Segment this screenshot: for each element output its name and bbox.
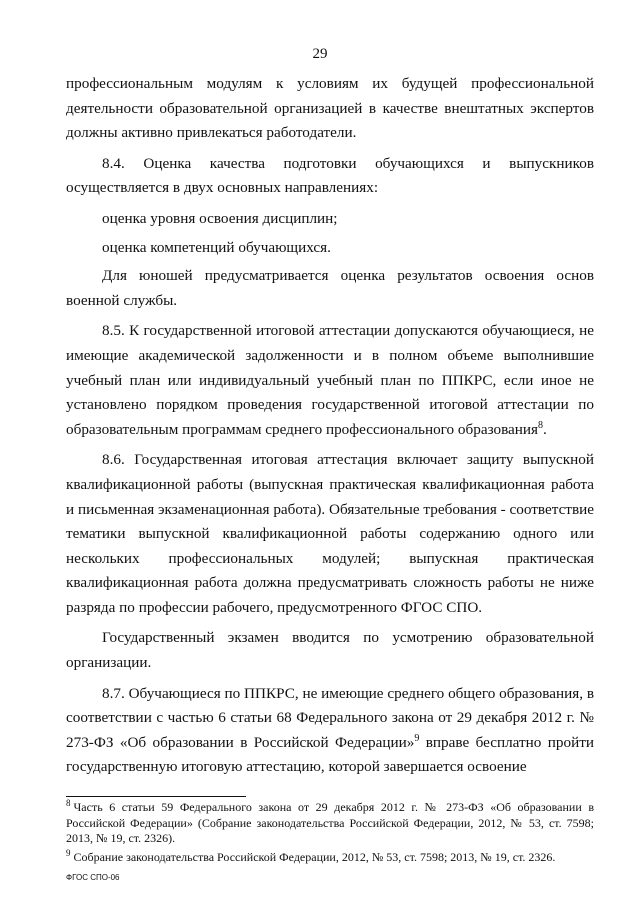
paragraph-8-6: 8.6. Государственная итоговая аттестация включает защиту выпускной квалификационной работы (выпускная практическая квалификационная работа и письменная экзаменационная работа). Обязательные требования - соответствие тематики выпускной квалификационной работы содержанию одного или нескольких профессиональных модулей; выпускная практическая квалификационная работа должна предусматривать сложность работы не ниже разряда по профессии рабочего, предусмотренного ФГОС СПО. xyxy=(66,451,594,616)
paragraph-military-service: Для юношей предусматривается оценка результатов освоения основ военной службы. xyxy=(66,267,594,309)
list-item: оценка уровня освоения дисциплин; xyxy=(102,209,338,227)
paragraph-8-7: 8.7. Обучающиеся по ППКРС, не имеющие среднего общего образования, в соответствии с частью 6 статьи 68 Федерального закона от 29 декабря 2012 г. № 273-ФЗ «Об образовании в Российской Федерации»$^9$ вправе бесплатно пройти государственную итоговую аттестацию, которой завершается освоение xyxy=(66,684,594,776)
footnote-8: $^8$ Часть 6 статьи 59 Федерального закона от 29 декабря 2012 г. № 273-ФЗ «Об образовании в Российской Федерации» (Собрание законодательства Российской Федерации, 2012, № 53, ст. 7598; 2013, № 19, ст. 2326). xyxy=(66,798,594,845)
document-code: ФГОС СПО-06 xyxy=(66,873,120,882)
footnote-9: $^9$ Собрание законодательства Российской Федерации, 2012, № 53, ст. 7598; 2013, № 19, ст. 2326. xyxy=(66,847,556,864)
footnote-ref-8: 8 xyxy=(538,419,544,431)
paragraph-continuation: профессиональным модулям к условиям их будущей профессиональной деятельности образовательной организацией в качестве внештатных экспертов должны активно привлекаться работодатели. xyxy=(66,75,594,142)
paragraph-8-4: 8.4. Оценка качества подготовки обучающихся и выпускников осуществляется в двух основных направлениях: xyxy=(66,154,594,197)
page-number: 29 xyxy=(312,46,328,62)
paragraph-8-5: 8.5. К государственной итоговой аттестации допускаются обучающиеся, не имеющие академической задолженности и в полном объеме выполнившие учебный план или индивидуальный учебный план по ППКРС, если иное не установлено порядком проведения государственной итоговой аттестации по образовательным программам среднего профессионального образования$^8$. xyxy=(66,322,594,438)
body-text xyxy=(66,72,594,786)
list-item: оценка компетенций обучающихся. xyxy=(102,238,331,256)
paragraph-state-exam: Государственный экзамен вводится по усмотрению образовательной организации. xyxy=(66,629,594,672)
footnotes xyxy=(66,800,594,868)
footnote-separator xyxy=(66,796,246,797)
footnote-ref-9: 9 xyxy=(414,732,420,744)
